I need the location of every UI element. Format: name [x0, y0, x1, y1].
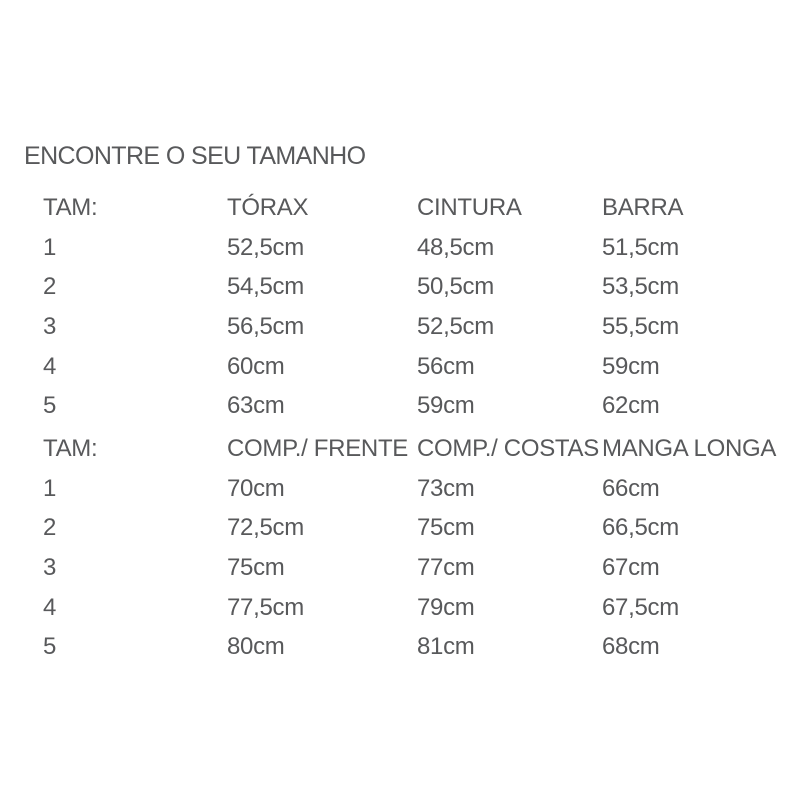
measurement-value: 50,5cm	[417, 273, 494, 301]
size-label: 1	[43, 233, 57, 261]
measurement-value: 55,5cm	[602, 312, 679, 340]
measurement-value: 81cm	[417, 633, 475, 661]
size-label: 2	[43, 514, 57, 542]
size-label: 2	[43, 273, 57, 301]
measurement-value: 59cm	[417, 392, 475, 420]
measurement-value: 70cm	[227, 474, 285, 502]
size-column-header: TAM:	[43, 434, 98, 462]
measurement-value: 75cm	[417, 514, 475, 542]
measurement-value: 77cm	[417, 553, 475, 581]
measurement-column-header: COMP./ FRENTE	[227, 434, 409, 462]
measurement-value: 53,5cm	[602, 273, 679, 301]
measurement-value: 60cm	[227, 352, 285, 380]
measurement-value: 56cm	[417, 352, 475, 380]
measurement-value: 72,5cm	[227, 514, 304, 542]
measurement-value: 59cm	[602, 352, 660, 380]
measurement-value: 66cm	[602, 474, 660, 502]
measurement-value: 73cm	[417, 474, 475, 502]
measurement-value: 56,5cm	[227, 312, 304, 340]
measurement-value: 67,5cm	[602, 593, 679, 621]
measurement-column-header: TÓRAX	[227, 193, 309, 221]
measurement-column-header: CINTURA	[417, 193, 522, 221]
measurement-value: 63cm	[227, 392, 285, 420]
measurement-value: 62cm	[602, 392, 660, 420]
measurement-value: 48,5cm	[417, 233, 494, 261]
measurement-value: 52,5cm	[417, 312, 494, 340]
size-label: 3	[43, 312, 57, 340]
measurement-value: 79cm	[417, 593, 475, 621]
measurement-value: 51,5cm	[602, 233, 679, 261]
measurement-value: 67cm	[602, 553, 660, 581]
size-column-header: TAM:	[43, 193, 98, 221]
size-label: 5	[43, 633, 57, 661]
size-label: 1	[43, 474, 57, 502]
measurement-column-header: BARRA	[602, 193, 684, 221]
measurement-value: 52,5cm	[227, 233, 304, 261]
measurement-value: 75cm	[227, 553, 285, 581]
measurement-value: 66,5cm	[602, 514, 679, 542]
measurement-value: 68cm	[602, 633, 660, 661]
size-label: 5	[43, 392, 57, 420]
measurement-column-header: COMP./ COSTAS	[417, 434, 599, 462]
size-label: 4	[43, 352, 57, 380]
measurement-value: 77,5cm	[227, 593, 304, 621]
page-title: ENCONTRE O SEU TAMANHO	[24, 141, 366, 170]
measurement-column-header: MANGA LONGA	[602, 434, 777, 462]
measurement-value: 80cm	[227, 633, 285, 661]
size-table-upper-body	[43, 188, 800, 426]
size-label: 3	[43, 553, 57, 581]
size-label: 4	[43, 593, 57, 621]
size-table-length	[43, 429, 800, 667]
measurement-value: 54,5cm	[227, 273, 304, 301]
